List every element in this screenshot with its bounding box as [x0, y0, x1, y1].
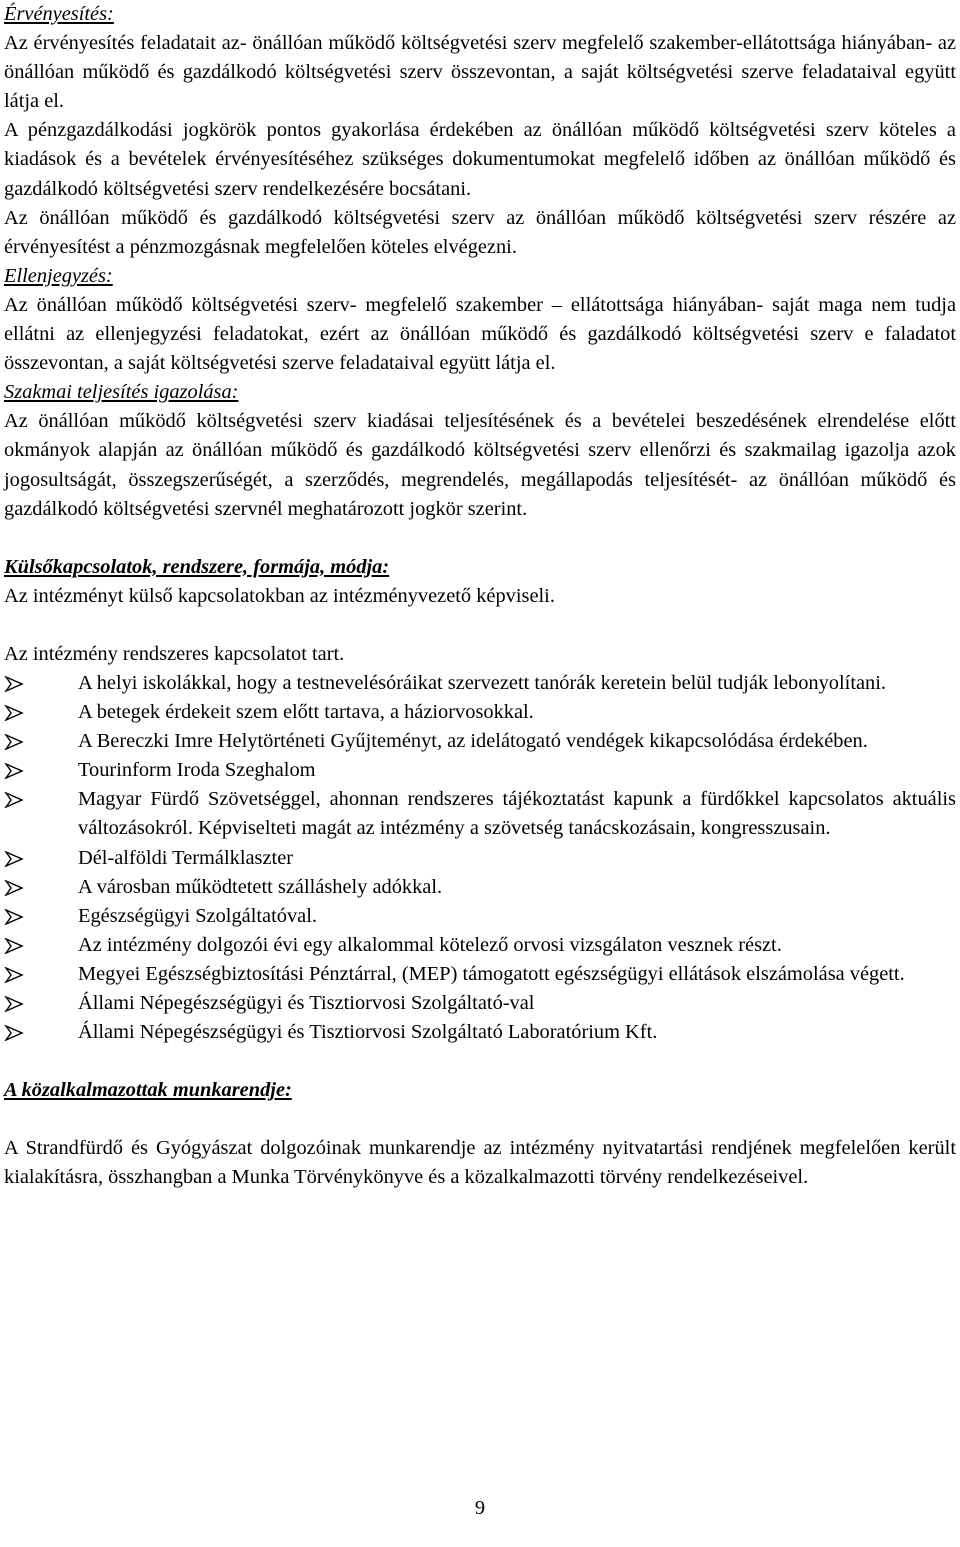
list-item-text: A helyi iskolákkal, hogy a testnevelésóráikat szervezett tanórák keretein belül tudják lebonyolítani. [78, 671, 886, 694]
arrowhead-bullet-icon [4, 734, 24, 750]
arrowhead-bullet-icon [4, 763, 24, 779]
spacer [4, 524, 956, 553]
list-item-text: Magyar Fürdő Szövetséggel, ahonnan rendszeres tájékoztatást kapunk a fürdőkkel kapcsolatos aktuális változásokról. Képviselteti magát az intézmény a szövetség tanácskozásain, kongresszusain. [78, 788, 956, 840]
heading-szakmai-teljesites: Szakmai teljesítés igazolása: [4, 381, 239, 404]
arrowhead-bullet-icon [4, 909, 24, 925]
paragraph: A pénzgazdálkodási jogkörök pontos gyakorlása érdekében az önállóan működő költségvetési szerv köteles a kiadások és a bevételek érvényesítéséhez szükséges dokumentumokat megfelelő időben az önállóan működő és gazdálkodó költségvetési szerv rendelkezésére bocsátani. [4, 119, 956, 200]
list-item-text: A Bereczki Imre Helytörténeti Gyűjteményt, az idelátogató vendégek kikapcsolódása érdekében. [78, 730, 868, 753]
list-item [4, 756, 956, 785]
list-item-text: Tourinform Iroda Szeghalom [78, 759, 316, 782]
list-item [4, 960, 956, 989]
list-item [4, 902, 956, 931]
contacts-list [4, 669, 956, 1047]
arrowhead-bullet-icon [4, 967, 24, 983]
spacer [4, 1047, 956, 1076]
list-item-text: A városban működtetett szálláshely adókkal. [78, 875, 443, 898]
list-item [4, 1018, 956, 1047]
list-item-text: Egészségügyi Szolgáltatóval. [78, 904, 317, 927]
list-item-text: Megyei Egészségbiztosítási Pénztárral, (MEP) támogatott egészségügyi ellátások elszámolása végett. [78, 962, 905, 985]
heading-kulso-kapcsolatok: Külsőkapcsolatok, rendszere, formája, módja: [4, 555, 390, 578]
list-item [4, 785, 956, 843]
list-item-text: Az intézmény dolgozói évi egy alkalommal kötelező orvosi vizsgálaton vesznek részt. [78, 933, 782, 956]
document-page [4, 0, 956, 1192]
arrowhead-bullet-icon [4, 705, 24, 721]
paragraph: Az önállóan működő és gazdálkodó költségvetési szerv az önállóan működő költségvetési szerv részére az érvényesítést a pénzmozgásnak megfelelően köteles elvégezni. [4, 206, 956, 258]
list-item-text: A betegek érdekeit szem előtt tartava, a háziorvosokkal. [78, 701, 534, 724]
heading-munkarend: A közalkalmazottak munkarendje: [4, 1079, 292, 1102]
list-item [4, 989, 956, 1018]
page-number: 9 [474, 1497, 486, 1519]
list-intro: Az intézmény rendszeres kapcsolatot tart. [4, 642, 345, 665]
spacer [4, 1105, 956, 1134]
arrowhead-bullet-icon [4, 851, 24, 867]
list-item-text: Állami Népegészségügyi és Tisztiorvosi Szolgáltató Laboratórium Kft. [78, 1021, 658, 1044]
list-item [4, 698, 956, 727]
spacer [4, 611, 956, 640]
arrowhead-bullet-icon [4, 996, 24, 1012]
list-item [4, 844, 956, 873]
heading-ellenjegyzes: Ellenjegyzés: [4, 264, 113, 287]
list-item-text: Dél-alföldi Termálklaszter [78, 846, 294, 869]
paragraph: Az önállóan működő költségvetési szerv- megfelelő szakember – ellátottsága hiányában- saját maga nem tudja ellátni az ellenjegyzési feladatokat, ezért az önállóan működő és gazdálkodó költségvetési szerv e faladatot összevontan, a saját költségvetési szerve feladataival együtt látja el. [4, 293, 956, 375]
paragraph: A Strandfürdő és Gyógyászat dolgozóinak munkarendje az intézmény nyitvatartási rendjének megfelelően került kialakításra, összhangban a Munka Törvénykönyve és a közalkalmazotti törvény rendelkezéseivel. [4, 1137, 956, 1189]
arrowhead-bullet-icon [4, 1025, 24, 1041]
arrowhead-bullet-icon [4, 792, 24, 808]
paragraph: Az érvényesítés feladatait az- önállóan működő költségvetési szerv megfelelő szakember-ellátottsága hiányában- az önállóan működő és gazdálkodó költségvetési szerv összevontan, a saját költségvetési szerve feladataival együtt látja el. [4, 32, 956, 113]
list-item [4, 727, 956, 756]
list-item [4, 873, 956, 902]
arrowhead-bullet-icon [4, 880, 24, 896]
list-item [4, 931, 956, 960]
arrowhead-bullet-icon [4, 676, 24, 692]
list-item [4, 669, 956, 698]
arrowhead-bullet-icon [4, 938, 24, 954]
paragraph: Az önállóan működő költségvetési szerv kiadásai teljesítésének és a bevételei beszedésének elrendelése előtt okmányok alapján az önállóan működő és gazdálkodó költségvetési szerv ellenőrzi és szakmailag igazolja azok jogosultságát, összegszerűségét, a szerződés, megrendelés, megállapodás teljesítését- az önállóan működő és gazdálkodó költségvetési szervnél meghatározott jogkör szerint. [4, 410, 956, 520]
list-item-text: Állami Népegészségügyi és Tisztiorvosi Szolgáltató-val [78, 992, 535, 1014]
heading-ervenyesites: Érvényesítés: [4, 3, 114, 25]
paragraph: Az intézményt külső kapcsolatokban az intézményvezető képviseli. [4, 584, 555, 607]
